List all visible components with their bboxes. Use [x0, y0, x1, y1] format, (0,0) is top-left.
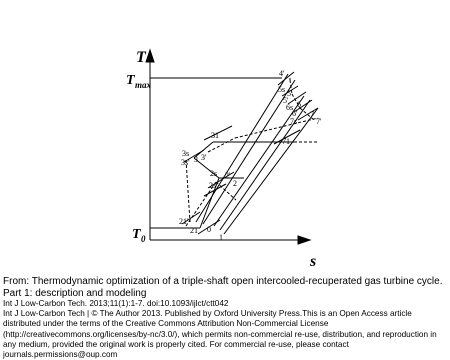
state-label: 2s' — [209, 181, 218, 190]
s-axis-label: s — [310, 253, 317, 270]
state-label: 6 — [297, 100, 301, 109]
isobar-low — [224, 108, 318, 234]
state-label: 2 — [233, 179, 237, 188]
tmax-label: T — [126, 73, 135, 88]
state-label: 21 — [190, 226, 198, 235]
state-label: 7s — [290, 117, 298, 126]
state-label: 3s — [182, 149, 190, 158]
t-axis-label: T — [136, 49, 146, 66]
state-label: 3s' — [181, 158, 190, 167]
state-label: 4' — [279, 69, 285, 78]
state-label: 0 — [207, 225, 211, 234]
tmax-subscript: max — [135, 80, 152, 90]
caption-license: Int J Low-Carbon Tech | © The Author 2013. Published by Oxford University Press.This is an Open Access article distributed under the terms of the Creative Commons Attribution Non-Commercial License (http://creativecommons.org/licenses/by-nc/3.0/), which permits non-commercial re-use, distribution, and reproduction in any medium, provided the original work is properly cited. For commercial re-use, please contact journals.permissions@oup.com — [3, 309, 437, 360]
figure-caption — [3, 276, 447, 360]
state-label: 3' — [201, 153, 207, 162]
isobar-high — [196, 74, 288, 222]
s-axis-arrow — [298, 236, 310, 244]
state-label: 5s — [278, 85, 286, 94]
state-label: 6s — [286, 103, 294, 112]
state-label: 5 — [287, 89, 291, 98]
t0-label: T — [132, 227, 141, 242]
state-label: 1 — [219, 233, 223, 242]
state-label: 31 — [211, 131, 219, 140]
state-label: 2s — [210, 169, 218, 178]
state-label: 2' — [225, 171, 231, 180]
state-label: 21' — [179, 217, 189, 226]
caption-title: From: Thermodynamic optimization of a triple-shaft open intercooled-recuperated gas turbine cycle. Part 1: description and modeling — [3, 276, 443, 299]
state-label: 7 — [310, 110, 314, 119]
caption-citation: Int J Low-Carbon Tech. 2013;11(1):1-7. doi:10.1093/ijlct/ctt042 — [3, 299, 229, 308]
t-axis-arrow — [146, 50, 154, 62]
state-label: 6' — [292, 109, 298, 118]
isobar-mid — [214, 96, 304, 226]
state-label: 3 — [194, 155, 198, 164]
state-label: 71 — [282, 137, 290, 146]
isobar-high-2 — [203, 80, 298, 224]
state-label: 7' — [316, 117, 322, 126]
state-label: 5' — [283, 96, 289, 105]
t0-subscript: 0 — [141, 234, 146, 244]
